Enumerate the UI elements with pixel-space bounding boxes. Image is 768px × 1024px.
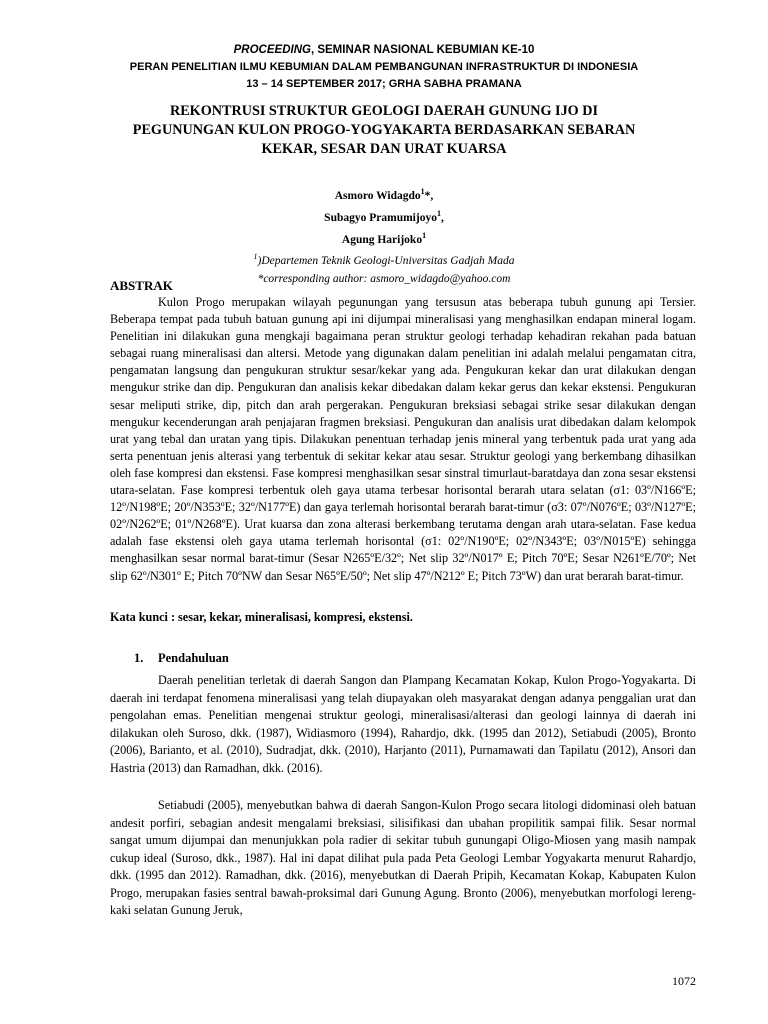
author-2-affil-mark: 1 (436, 208, 441, 218)
author-block (0, 183, 768, 288)
affiliation-text: )Departemen Teknik Geologi-Universitas Gadjah Mada (257, 255, 515, 268)
seminar-name: , SEMINAR NASIONAL KEBUMIAN KE-10 (310, 44, 535, 56)
author-2-suffix: , (440, 211, 444, 224)
corresponding-author: *corresponding author: asmoro_widagdo@yahoo.com (257, 273, 511, 286)
affiliation (0, 248, 768, 270)
proceeding-header-line1 (0, 44, 768, 56)
author-1-suffix: *, (424, 189, 434, 202)
keywords: Kata kunci : sesar, kekar, mineralisasi, kompresi, ekstensi. (110, 610, 413, 624)
title-line-3: KEKAR, SESAR DAN URAT KUARSA (261, 141, 507, 157)
author-1-affil-mark: 1 (420, 187, 425, 196)
author-1 (0, 183, 768, 205)
proceeding-header-line2: PERAN PENELITIAN ILMU KEBUMIAN DALAM PEMBANGUNAN INFRASTRUKTUR DI INDONESIA (129, 61, 639, 73)
author-2-name: Subagyo Pramumijoyo (324, 211, 437, 224)
proceeding-word: PROCEEDING (233, 44, 311, 56)
page-number: 1072 (672, 974, 696, 988)
title-line-2: PEGUNUNGAN KULON PROGO-YOGYAKARTA BERDASARKAN SEBARAN (132, 122, 636, 138)
proceeding-header-line3: 13 – 14 SEPTEMBER 2017; GRHA SABHA PRAMANA (246, 78, 522, 90)
title-line-1: REKONTRUSI STRUKTUR GEOLOGI DAERAH GUNUNG IJO DI (169, 103, 599, 119)
author-3-name: Agung Harijoko (341, 233, 423, 246)
intro-paragraph-2: Setiabudi (2005), menyebutkan bahwa di daerah Sangon-Kulon Progo secara litologi didominasi oleh batuan andesit porfiri, sebagian andesit mengalami breksiasi, silisifikasi dan ubahan propilitik sampai filik. Sesar normal sangat umum dijumpai dan menunjukkan pola radier di sekitar tubuh gunungapi Oligo-Miosen yang masih nampak cukup ideal (Suroso, dkk., 1987). Hal ini dapat dilihat pula pada Peta Geologi Lembar Yogyakarta menurut Rahardjo, dkk. (1995 dan 2012). Ramadhan, dkk. (2016), menyebutkan di Daerah Pripih, Kecamatan Kokap, Kabupaten Kulon Progo, merupakan fasies sentral bawah-proksimal dari Gunung Agung. Bronto (2006), menyebutkan morfologi lereng-kaki selatan Gunung Jeruk, (110, 798, 696, 917)
section-title: Pendahuluan (158, 651, 229, 665)
section-number: 1. (134, 651, 144, 665)
section-heading-pendahuluan (134, 651, 229, 666)
author-1-name: Asmoro Widagdo (334, 189, 421, 202)
affiliation-mark: 1 (253, 252, 258, 262)
abstract-heading: ABSTRAK (110, 278, 173, 293)
paper-title (100, 102, 668, 159)
author-2 (0, 205, 768, 227)
intro-paragraph-1: Daerah penelitian terletak di daerah Sangon dan Plampang Kecamatan Kokap, Kulon Progo-Yogyakarta. Di daerah ini terdapat fenomena mineralisasi yang telah diupayakan oleh masyarakat dengan adanya penggalian urat dan pengolahan emas. Penelitian mengenai struktur geologi, mineralisasi/alterasi dan geologi lainnya di daerah ini dilakukan oleh Suroso, dkk. (1987), Widiasmoro (1994), Rahardjo, dkk. (1995 dan 2012), Setiabudi (2005), Bronto (2006), Barianto, et al. (2010), Sudradjat, dkk. (2010), Harjanto (2011), Purnamawati dan Tapilatu (2012), Ansori dan Hastria (2013) dan Ramadhan, dkk. (2016). (110, 673, 696, 775)
abstract-text: Kulon Progo merupakan wilayah pegunungan yang tersusun atas beberapa tubuh gunung api Tersier. Beberapa tempat pada tubuh batuan gunung api ini dijumpai mineralisasi yang menghasilkan endapan mineral logam. Penelitian ini dilakukan guna mengkaji bagaimana peran struktur geologi terhadap kehadiran rekahan pada batuan sebagai ruang mineralisasi dan altersi. Metode yang digunakan dalam penelitian ini adalah melalui pengamatan citra, pengamatan langsung dan pengukuran struktur sesar/kekar yang ada. Pengukuran kekar dan urat dilakukan dengan mengukur strike dan dip. Pengukuran dan analisis kekar dibedakan dalam kekar gerus dan kekar ekstensi. Pengukuran sesar meliputi strike, dip, pitch dan arah pergerakan. Pengukuran breksiasi sebagai strike sesar dilakukan dengan mengukur kecenderungan arah penjajaran fragmen breksiasi. Pengukuran dan analisis urat dibedakan dalam kelompok urat yang tebal dan uratan yang tipis. Dilakukan penentuan terhadap jenis mineral yang terbentuk pada urat yang ada serta penentuan jenis alterasi yang terbentuk di sekitar kekar atau sesar. Struktur geologi yang berkembang dihasilkan oleh fase kompresi dan ekstensi. Fase kompresi menghasilkan sesar sinstral timurlaut-baratdaya dan zona sesar ekstensi utara-selatan. Fase kompresi terbentuk oleh gaya utama terbesar horisontal berarah utara selatan (σ1: 03º/N166ºE; 12º/N198ºE; 20º/N353ºE; 32º/N177ºE) dan gaya terlemah horisontal berarah barat-timur (σ3: 07º/N076ºE; 03º/N127ºE; 02º/N262ºE; 01º/N268ºE). Urat kuarsa dan zona alterasi berkembang terutama dengan arah utara-selatan. Fase kedua adalah fase ekstensi oleh gaya utama terlemah horisontal (σ1: 02º/N190ºE; 02º/N343ºE; 03º/N015ºE) sehingga menghasilkan sesar normal barat-timur (Sesar N265ºE/32º; Net slip 32º/N017º E; Pitch 70ºE; Sesar N261ºE/70º; Net slip 62º/N301º E; Pitch 70ºNW dan Sesar N65ºE/50º; Net slip 47º/N212º E; Pitch 73ºW) dan urat berarah barat-timur. (110, 295, 696, 583)
author-3-affil-mark: 1 (422, 230, 427, 240)
author-3 (0, 227, 768, 249)
